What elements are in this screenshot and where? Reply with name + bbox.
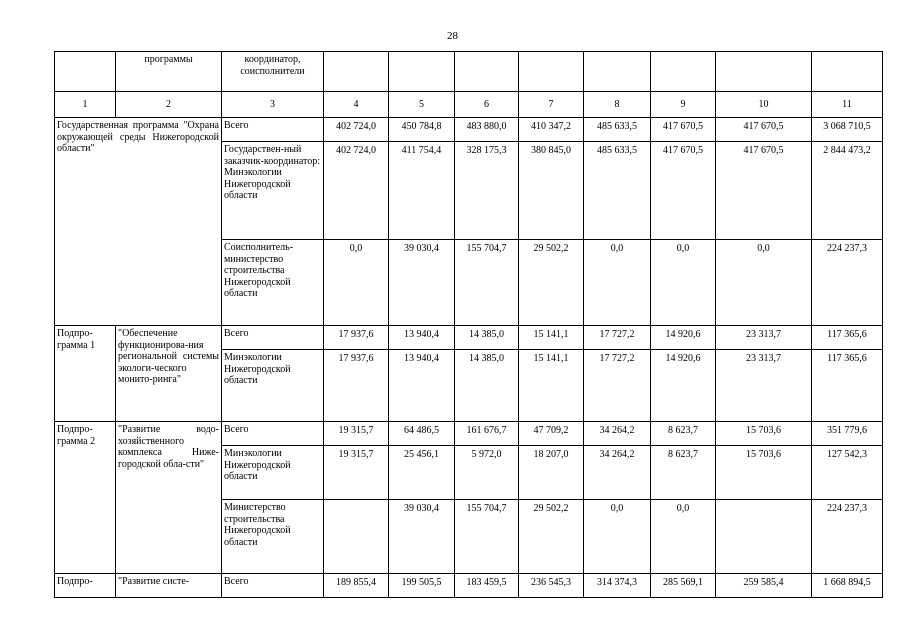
subprogram-name: "Обеспечение функционирова-ния региональной системы экологи-ческого монито-ринга" [116,326,222,422]
value-cell: 17 937,6 [324,326,389,350]
value-cell: 402 724,0 [324,142,389,240]
column-number: 5 [389,92,455,118]
value-cell: 155 704,7 [455,240,519,326]
row-label: Соисполнитель-министерство строительства Нижегородской области [222,240,324,326]
value-cell: 117 365,6 [812,326,883,350]
value-cell: 285 569,1 [651,574,716,598]
value-cell: 13 940,4 [389,326,455,350]
table-row [55,422,883,446]
value-cell: 14 920,6 [651,326,716,350]
header-cell-1 [55,52,116,92]
value-cell: 15 141,1 [519,326,584,350]
column-number: 11 [812,92,883,118]
value-cell: 23 313,7 [716,350,812,422]
header-cell-4 [324,52,389,92]
column-number: 2 [116,92,222,118]
value-cell: 2 844 473,2 [812,142,883,240]
row-label: Всего [222,118,324,142]
header-cell-7 [519,52,584,92]
header-row [55,52,883,92]
value-cell: 224 237,3 [812,500,883,574]
value-cell: 23 313,7 [716,326,812,350]
value-cell: 15 703,6 [716,422,812,446]
header-cell-10 [716,52,812,92]
value-cell: 0,0 [651,500,716,574]
row-label: Всего [222,326,324,350]
value-cell: 0,0 [716,240,812,326]
value-cell: 39 030,4 [389,240,455,326]
column-number: 9 [651,92,716,118]
value-cell: 236 545,3 [519,574,584,598]
column-number: 8 [584,92,651,118]
page-number: 28 [447,30,458,42]
value-cell: 485 633,5 [584,142,651,240]
value-cell: 450 784,8 [389,118,455,142]
value-cell: 485 633,5 [584,118,651,142]
value-cell: 13 940,4 [389,350,455,422]
subprogram-name: "Развитие систе- [116,574,222,598]
value-cell [716,500,812,574]
value-cell: 259 585,4 [716,574,812,598]
column-number: 3 [222,92,324,118]
value-cell: 0,0 [584,500,651,574]
value-cell: 3 068 710,5 [812,118,883,142]
row-label: Министерство строительства Нижегородской области [222,500,324,574]
column-number: 6 [455,92,519,118]
value-cell: 8 623,7 [651,422,716,446]
value-cell: 161 676,7 [455,422,519,446]
value-cell: 29 502,2 [519,240,584,326]
value-cell: 18 207,0 [519,446,584,500]
value-cell: 29 502,2 [519,500,584,574]
value-cell: 224 237,3 [812,240,883,326]
value-cell: 189 855,4 [324,574,389,598]
row-label: Всего [222,574,324,598]
header-cell-11 [812,52,883,92]
value-cell: 34 264,2 [584,422,651,446]
column-number-row [55,92,883,118]
value-cell: 34 264,2 [584,446,651,500]
header-cell-3: координатор, соисполнители [222,52,324,92]
table-row [55,326,883,350]
value-cell: 380 845,0 [519,142,584,240]
subprogram-name: "Развитие водо-хозяйственного комплекса Ниже-городской обла-сти" [116,422,222,574]
row-label: Всего [222,422,324,446]
table-row [55,118,883,142]
value-cell: 417 670,5 [716,118,812,142]
header-cell-2: программы [116,52,222,92]
value-cell: 328 175,3 [455,142,519,240]
value-cell: 411 754,4 [389,142,455,240]
value-cell: 14 920,6 [651,350,716,422]
column-number: 10 [716,92,812,118]
value-cell: 127 542,3 [812,446,883,500]
row-label: Минэкологии Нижегородской области [222,446,324,500]
row-label: Минэкологии Нижегородской области [222,350,324,422]
value-cell [324,500,389,574]
header-cell-6 [455,52,519,92]
value-cell: 314 374,3 [584,574,651,598]
column-number: 4 [324,92,389,118]
value-cell: 402 724,0 [324,118,389,142]
value-cell: 14 385,0 [455,326,519,350]
value-cell: 417 670,5 [651,118,716,142]
header-cell-5 [389,52,455,92]
program-name: Государственная программа "Охрана окружающей среды Нижегородской области" [55,118,222,326]
value-cell: 351 779,6 [812,422,883,446]
value-cell: 15 703,6 [716,446,812,500]
value-cell: 17 727,2 [584,350,651,422]
column-number: 1 [55,92,116,118]
value-cell: 410 347,2 [519,118,584,142]
value-cell: 25 456,1 [389,446,455,500]
row-label: Государствен-ный заказчик-координатор: Минэкологии Нижегородской области [222,142,324,240]
value-cell: 5 972,0 [455,446,519,500]
value-cell: 14 385,0 [455,350,519,422]
value-cell: 483 880,0 [455,118,519,142]
budget-table [54,51,883,598]
value-cell: 47 709,2 [519,422,584,446]
header-cell-9 [651,52,716,92]
value-cell: 0,0 [651,240,716,326]
value-cell: 1 668 894,5 [812,574,883,598]
subprogram-code: Подпро-грамма 2 [55,422,116,574]
subprogram-code: Подпро- [55,574,116,598]
value-cell: 15 141,1 [519,350,584,422]
header-cell-8 [584,52,651,92]
column-number: 7 [519,92,584,118]
value-cell: 183 459,5 [455,574,519,598]
value-cell: 417 670,5 [716,142,812,240]
value-cell: 117 365,6 [812,350,883,422]
value-cell: 199 505,5 [389,574,455,598]
value-cell: 19 315,7 [324,446,389,500]
value-cell: 417 670,5 [651,142,716,240]
value-cell: 0,0 [324,240,389,326]
value-cell: 8 623,7 [651,446,716,500]
table-row [55,574,883,598]
value-cell: 17 937,6 [324,350,389,422]
value-cell: 17 727,2 [584,326,651,350]
value-cell: 64 486,5 [389,422,455,446]
value-cell: 39 030,4 [389,500,455,574]
value-cell: 19 315,7 [324,422,389,446]
value-cell: 155 704,7 [455,500,519,574]
subprogram-code: Подпро-грамма 1 [55,326,116,422]
value-cell: 0,0 [584,240,651,326]
